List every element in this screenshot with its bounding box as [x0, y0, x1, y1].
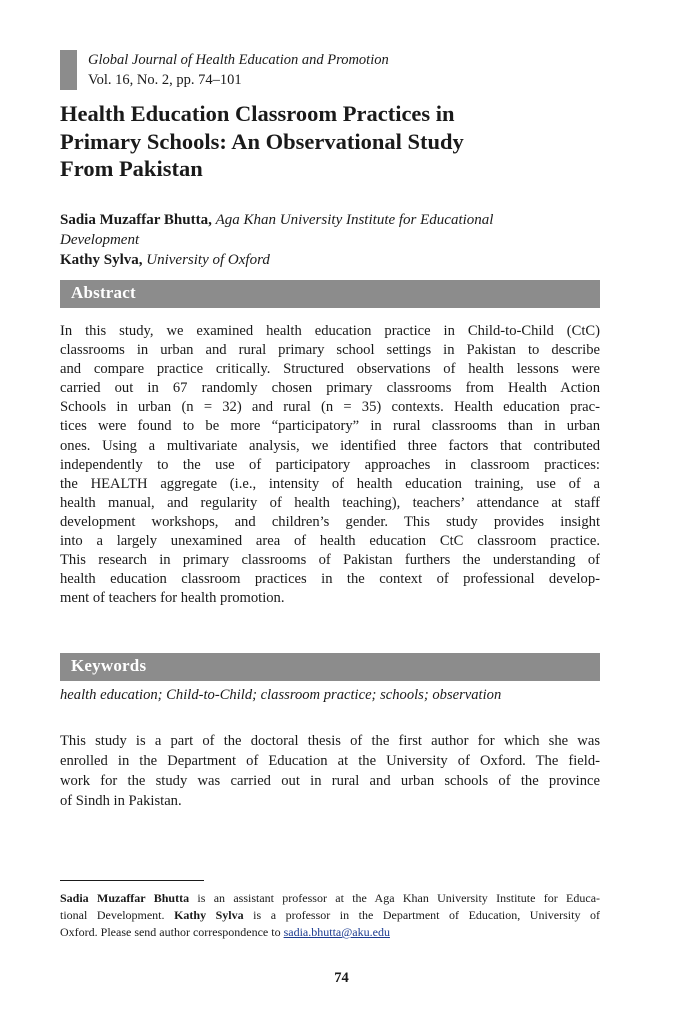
abstract-line: Schools in urban (n = 32) and rural (n = 35) contexts. Health education prac- [60, 399, 600, 416]
title-line: From Pakistan [60, 156, 203, 181]
title-line: Primary Schools: An Observational Study [60, 128, 464, 154]
correspondence-email-link[interactable]: sadia.bhutta@aku.edu [283, 925, 390, 939]
abstract-line: This research in primary classrooms of Pakistan furthers the understanding of [60, 552, 600, 569]
journal-header-bar [60, 50, 77, 90]
abstract-line: tices were found to be more “participatory” in rural classrooms than in urban [60, 418, 600, 435]
author-name: Kathy Sylva, [60, 252, 143, 268]
footnote-author-name: Kathy Sylva [174, 908, 244, 922]
intro-line: enrolled in the Department of Education at the University of Oxford. The field- [60, 753, 600, 769]
keywords-heading-bar [60, 653, 600, 681]
abstract-text [60, 322, 600, 608]
abstract-line: development workshops, and children’s gender. This study provides insight [60, 513, 600, 530]
abstract-line: In this study, we examined health education practice in Child-to-Child (CtC) [60, 323, 600, 339]
keywords-text: health education; Child-to-Child; classroom practice; schools; observation [60, 687, 502, 703]
author-affiliation: Development [60, 232, 140, 248]
footnote-line [60, 924, 600, 941]
footnote-text: is a professor in the Department of Education, University of [243, 908, 600, 922]
footnote-author-name: Sadia Muzaffar Bhutta [60, 891, 190, 905]
journal-volume: Vol. 16, No. 2, pp. 74–101 [88, 72, 242, 88]
abstract-line: independently to the use of participatory approaches in classroom practices: [60, 456, 600, 473]
author-footnote [60, 890, 600, 941]
author-line [60, 210, 620, 230]
footnote-text: tional Development. [60, 908, 175, 922]
author-name: Sadia Muzaffar Bhutta, [60, 212, 212, 228]
author-affiliation: University of Oxford [146, 252, 270, 268]
footnote-line [60, 907, 600, 924]
title-line: Health Education Classroom Practices in [60, 101, 455, 126]
article-title [60, 100, 620, 183]
abstract-line: into a largely unexamined area of health education CtC classroom practice. [60, 533, 600, 550]
journal-name: Global Journal of Health Education and Promotion [88, 52, 389, 68]
abstract-line: the HEALTH aggregate (i.e., intensity of health education training, use of a [60, 475, 600, 492]
abstract-line: ones. Using a multivariate analysis, we identified three factors that contributed [60, 437, 600, 454]
author-block [60, 210, 620, 270]
keywords-heading: Keywords [71, 656, 147, 675]
abstract-line: ment of teachers for health promotion. [60, 590, 285, 607]
abstract-line: classrooms in urban and rural primary school settings in Pakistan to describe [60, 342, 600, 359]
abstract-line: carried out in 67 randomly chosen primary classrooms from Health Action [60, 380, 600, 397]
intro-line: work for the study was carried out in rural and urban schools of the province [60, 773, 600, 789]
author-line [60, 230, 620, 250]
author-affiliation: Aga Khan University Institute for Educational [215, 212, 494, 228]
intro-line: of Sindh in Pakistan. [60, 793, 182, 809]
intro-paragraph [60, 731, 600, 811]
footnote-line [60, 890, 600, 907]
abstract-line: health manual, and regularity of health teaching), teachers’ attendance at staff [60, 494, 600, 511]
footnote-text: is an assistant professor at the Aga Khan University Institute for Educa- [189, 891, 601, 905]
footnote-divider [60, 880, 204, 881]
abstract-heading-bar [60, 280, 600, 308]
abstract-line: health education classroom practices in the context of professional develop- [60, 571, 600, 588]
footnote-text: Oxford. Please send author correspondence to [60, 925, 284, 939]
intro-line: This study is a part of the doctoral thesis of the first author for which she was [60, 733, 600, 749]
page-number: 74 [334, 970, 349, 986]
abstract-heading: Abstract [71, 283, 136, 302]
author-line [60, 250, 620, 270]
abstract-line: and compare practice critically. Structured observations of health lessons were [60, 361, 600, 378]
